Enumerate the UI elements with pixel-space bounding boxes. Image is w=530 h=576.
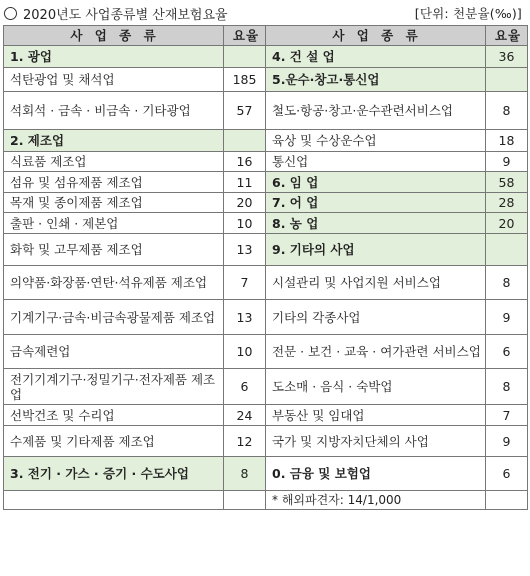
industry-label: 2. 제조업 xyxy=(10,133,65,148)
left-rate-cell xyxy=(224,46,266,68)
industry-label: 4. 건 설 업 xyxy=(272,49,335,64)
right-rate-cell xyxy=(486,46,528,68)
industry-label: 8. 농 업 xyxy=(272,215,319,231)
rate-value: 10 xyxy=(236,215,253,231)
rate-value: 13 xyxy=(236,242,253,257)
left-industry-cell xyxy=(4,193,224,213)
left-rate-cell xyxy=(224,193,266,213)
table-row xyxy=(4,193,528,213)
unit-label: [단위: 천분율(‰)] xyxy=(414,6,522,21)
industry-label: 9. 기타의 사업 xyxy=(272,242,355,257)
right-rate-cell xyxy=(486,92,528,130)
left-rate-cell xyxy=(224,68,266,92)
header-rate-left: 요율 xyxy=(224,26,266,46)
left-industry-cell xyxy=(4,369,224,405)
left-rate-cell xyxy=(224,457,266,491)
left-industry-cell xyxy=(4,491,224,510)
right-industry-cell xyxy=(266,457,486,491)
right-rate-cell xyxy=(486,457,528,491)
right-rate-cell xyxy=(486,405,528,426)
left-industry-cell xyxy=(4,234,224,266)
right-industry-cell xyxy=(266,335,486,369)
table-row xyxy=(4,300,528,335)
rate-value: 6 xyxy=(502,466,511,481)
rate-value: 20 xyxy=(498,215,515,231)
table-row xyxy=(4,172,528,193)
right-industry-cell xyxy=(266,152,486,172)
header-industry-left: 사 업 종 류 xyxy=(4,26,224,46)
industry-label: 6. 임 업 xyxy=(272,174,319,190)
industry-label: 식료품 제조업 xyxy=(10,154,87,169)
industry-label: 섬유 및 섬유제품 제조업 xyxy=(10,174,143,190)
rate-value: 9 xyxy=(502,433,511,449)
left-rate-cell xyxy=(224,369,266,405)
right-rate-cell xyxy=(486,68,528,92)
industry-label: 선박건조 및 수리업 xyxy=(10,407,115,423)
industry-label: 국가 및 지방자치단체의 사업 xyxy=(272,433,429,449)
right-rate-cell xyxy=(486,213,528,234)
right-industry-cell xyxy=(266,213,486,234)
table-row xyxy=(4,234,528,266)
left-rate-cell xyxy=(224,234,266,266)
rate-value: 9 xyxy=(502,309,511,325)
right-industry-cell xyxy=(266,405,486,426)
industry-label: 목재 및 종이제품 제조업 xyxy=(10,195,143,210)
industry-label: 부동산 및 임대업 xyxy=(272,407,365,423)
rate-value: 36 xyxy=(498,49,515,64)
right-industry-cell xyxy=(266,369,486,405)
rate-value: 185 xyxy=(232,72,257,87)
header-rate-right: 요율 xyxy=(486,26,528,46)
industry-label: 석회석 · 금속 · 비금속 · 기타광업 xyxy=(10,103,191,118)
right-industry-cell xyxy=(266,234,486,266)
rate-value: 20 xyxy=(236,195,253,210)
table-row xyxy=(4,92,528,130)
industry-label: 전기기계기구·정밀기구·전자제품 제조업 xyxy=(10,371,216,402)
left-industry-cell xyxy=(4,68,224,92)
right-rate-cell xyxy=(486,193,528,213)
left-industry-cell xyxy=(4,130,224,152)
rate-table xyxy=(3,25,528,510)
industry-label: 통신업 xyxy=(272,154,309,169)
left-rate-cell xyxy=(224,335,266,369)
left-industry-cell xyxy=(4,405,224,426)
rate-value: 57 xyxy=(236,103,253,118)
industry-label: * 해외파견자: 14/1,000 xyxy=(272,492,402,507)
left-rate-cell xyxy=(224,426,266,457)
header xyxy=(0,0,530,24)
right-rate-cell xyxy=(486,335,528,369)
industry-label: 출판 · 인쇄 · 제본업 xyxy=(10,215,119,231)
industry-label: 화학 및 고무제품 제조업 xyxy=(10,242,143,257)
rate-value: 12 xyxy=(236,433,253,449)
rate-value: 58 xyxy=(498,174,515,190)
rate-value: 7 xyxy=(502,407,511,423)
table-row xyxy=(4,457,528,491)
left-rate-cell xyxy=(224,172,266,193)
right-rate-cell xyxy=(486,234,528,266)
left-rate-cell xyxy=(224,266,266,300)
rate-value: 9 xyxy=(502,154,511,169)
rate-value: 24 xyxy=(236,407,253,423)
right-rate-cell xyxy=(486,266,528,300)
rate-value: 16 xyxy=(236,154,253,169)
left-industry-cell xyxy=(4,46,224,68)
table-row xyxy=(4,130,528,152)
rate-value: 13 xyxy=(236,309,253,325)
right-industry-cell xyxy=(266,46,486,68)
left-industry-cell xyxy=(4,335,224,369)
industry-label: 수제품 및 기타제품 제조업 xyxy=(10,433,155,449)
rate-value: 6 xyxy=(502,344,511,359)
right-industry-cell xyxy=(266,130,486,152)
left-rate-cell xyxy=(224,152,266,172)
page-title xyxy=(4,4,228,23)
industry-label: 5.운수·창고·통신업 xyxy=(272,72,380,87)
title-text: 2020년도 사업종류별 산재보험요율 xyxy=(23,8,228,23)
header-row xyxy=(4,26,528,46)
industry-label: 철도·항공·창고·운수관련서비스업 xyxy=(272,103,453,118)
right-rate-cell xyxy=(486,172,528,193)
circle-bullet-icon xyxy=(4,7,17,20)
industry-label: 도소매 · 음식 · 숙박업 xyxy=(272,379,393,394)
rate-value: 11 xyxy=(236,174,253,190)
left-industry-cell xyxy=(4,152,224,172)
left-rate-cell xyxy=(224,405,266,426)
industry-label: 금속제련업 xyxy=(10,344,71,359)
right-industry-cell xyxy=(266,68,486,92)
right-rate-cell xyxy=(486,491,528,510)
left-rate-cell xyxy=(224,300,266,335)
right-industry-cell xyxy=(266,193,486,213)
right-rate-cell xyxy=(486,369,528,405)
left-industry-cell xyxy=(4,426,224,457)
right-rate-cell xyxy=(486,426,528,457)
rate-value: 18 xyxy=(498,133,515,148)
right-industry-cell xyxy=(266,426,486,457)
left-industry-cell xyxy=(4,172,224,193)
left-rate-cell xyxy=(224,130,266,152)
industry-label: 육상 및 수상운수업 xyxy=(272,133,377,148)
right-rate-cell xyxy=(486,300,528,335)
rate-value: 8 xyxy=(502,275,511,290)
industry-label: 기계기구·금속·비금속광물제품 제조업 xyxy=(10,309,216,325)
table-row xyxy=(4,46,528,68)
left-industry-cell xyxy=(4,300,224,335)
header-industry-right: 사 업 종 류 xyxy=(266,26,486,46)
industry-label: 의약품·화장품·연탄·석유제품 제조업 xyxy=(10,275,208,290)
industry-label: 시설관리 및 사업지원 서비스업 xyxy=(272,275,441,290)
left-rate-cell xyxy=(224,491,266,510)
rate-value: 8 xyxy=(240,466,249,481)
left-rate-cell xyxy=(224,213,266,234)
table-body xyxy=(4,46,528,510)
rate-value: 10 xyxy=(236,344,253,359)
right-industry-cell xyxy=(266,266,486,300)
rate-value: 8 xyxy=(502,103,511,118)
industry-label: 기타의 각종사업 xyxy=(272,309,361,325)
table-row xyxy=(4,213,528,234)
table-row xyxy=(4,152,528,172)
industry-label: 7. 어 업 xyxy=(272,195,319,210)
left-industry-cell xyxy=(4,457,224,491)
rate-value: 28 xyxy=(498,195,515,210)
industry-label: 1. 광업 xyxy=(10,49,52,64)
table-row xyxy=(4,491,528,510)
left-industry-cell xyxy=(4,92,224,130)
left-rate-cell xyxy=(224,92,266,130)
rate-value: 7 xyxy=(240,275,249,290)
table-row xyxy=(4,335,528,369)
table-row xyxy=(4,405,528,426)
right-industry-cell xyxy=(266,92,486,130)
right-rate-cell xyxy=(486,152,528,172)
table-row xyxy=(4,369,528,405)
right-industry-cell xyxy=(266,172,486,193)
industry-label: 전문 · 보건 · 교육 · 여가관련 서비스업 xyxy=(272,344,481,359)
left-industry-cell xyxy=(4,213,224,234)
industry-label: 3. 전기 · 가스 · 증기 · 수도사업 xyxy=(10,466,189,481)
right-rate-cell xyxy=(486,130,528,152)
table-row xyxy=(4,266,528,300)
right-industry-cell xyxy=(266,491,486,510)
left-industry-cell xyxy=(4,266,224,300)
rate-value: 8 xyxy=(502,379,511,394)
table-row xyxy=(4,426,528,457)
industry-label: 0. 금융 및 보험업 xyxy=(272,466,371,481)
rate-value: 6 xyxy=(240,379,249,394)
table-row xyxy=(4,68,528,92)
right-industry-cell xyxy=(266,300,486,335)
industry-label: 석탄광업 및 채석업 xyxy=(10,72,115,87)
